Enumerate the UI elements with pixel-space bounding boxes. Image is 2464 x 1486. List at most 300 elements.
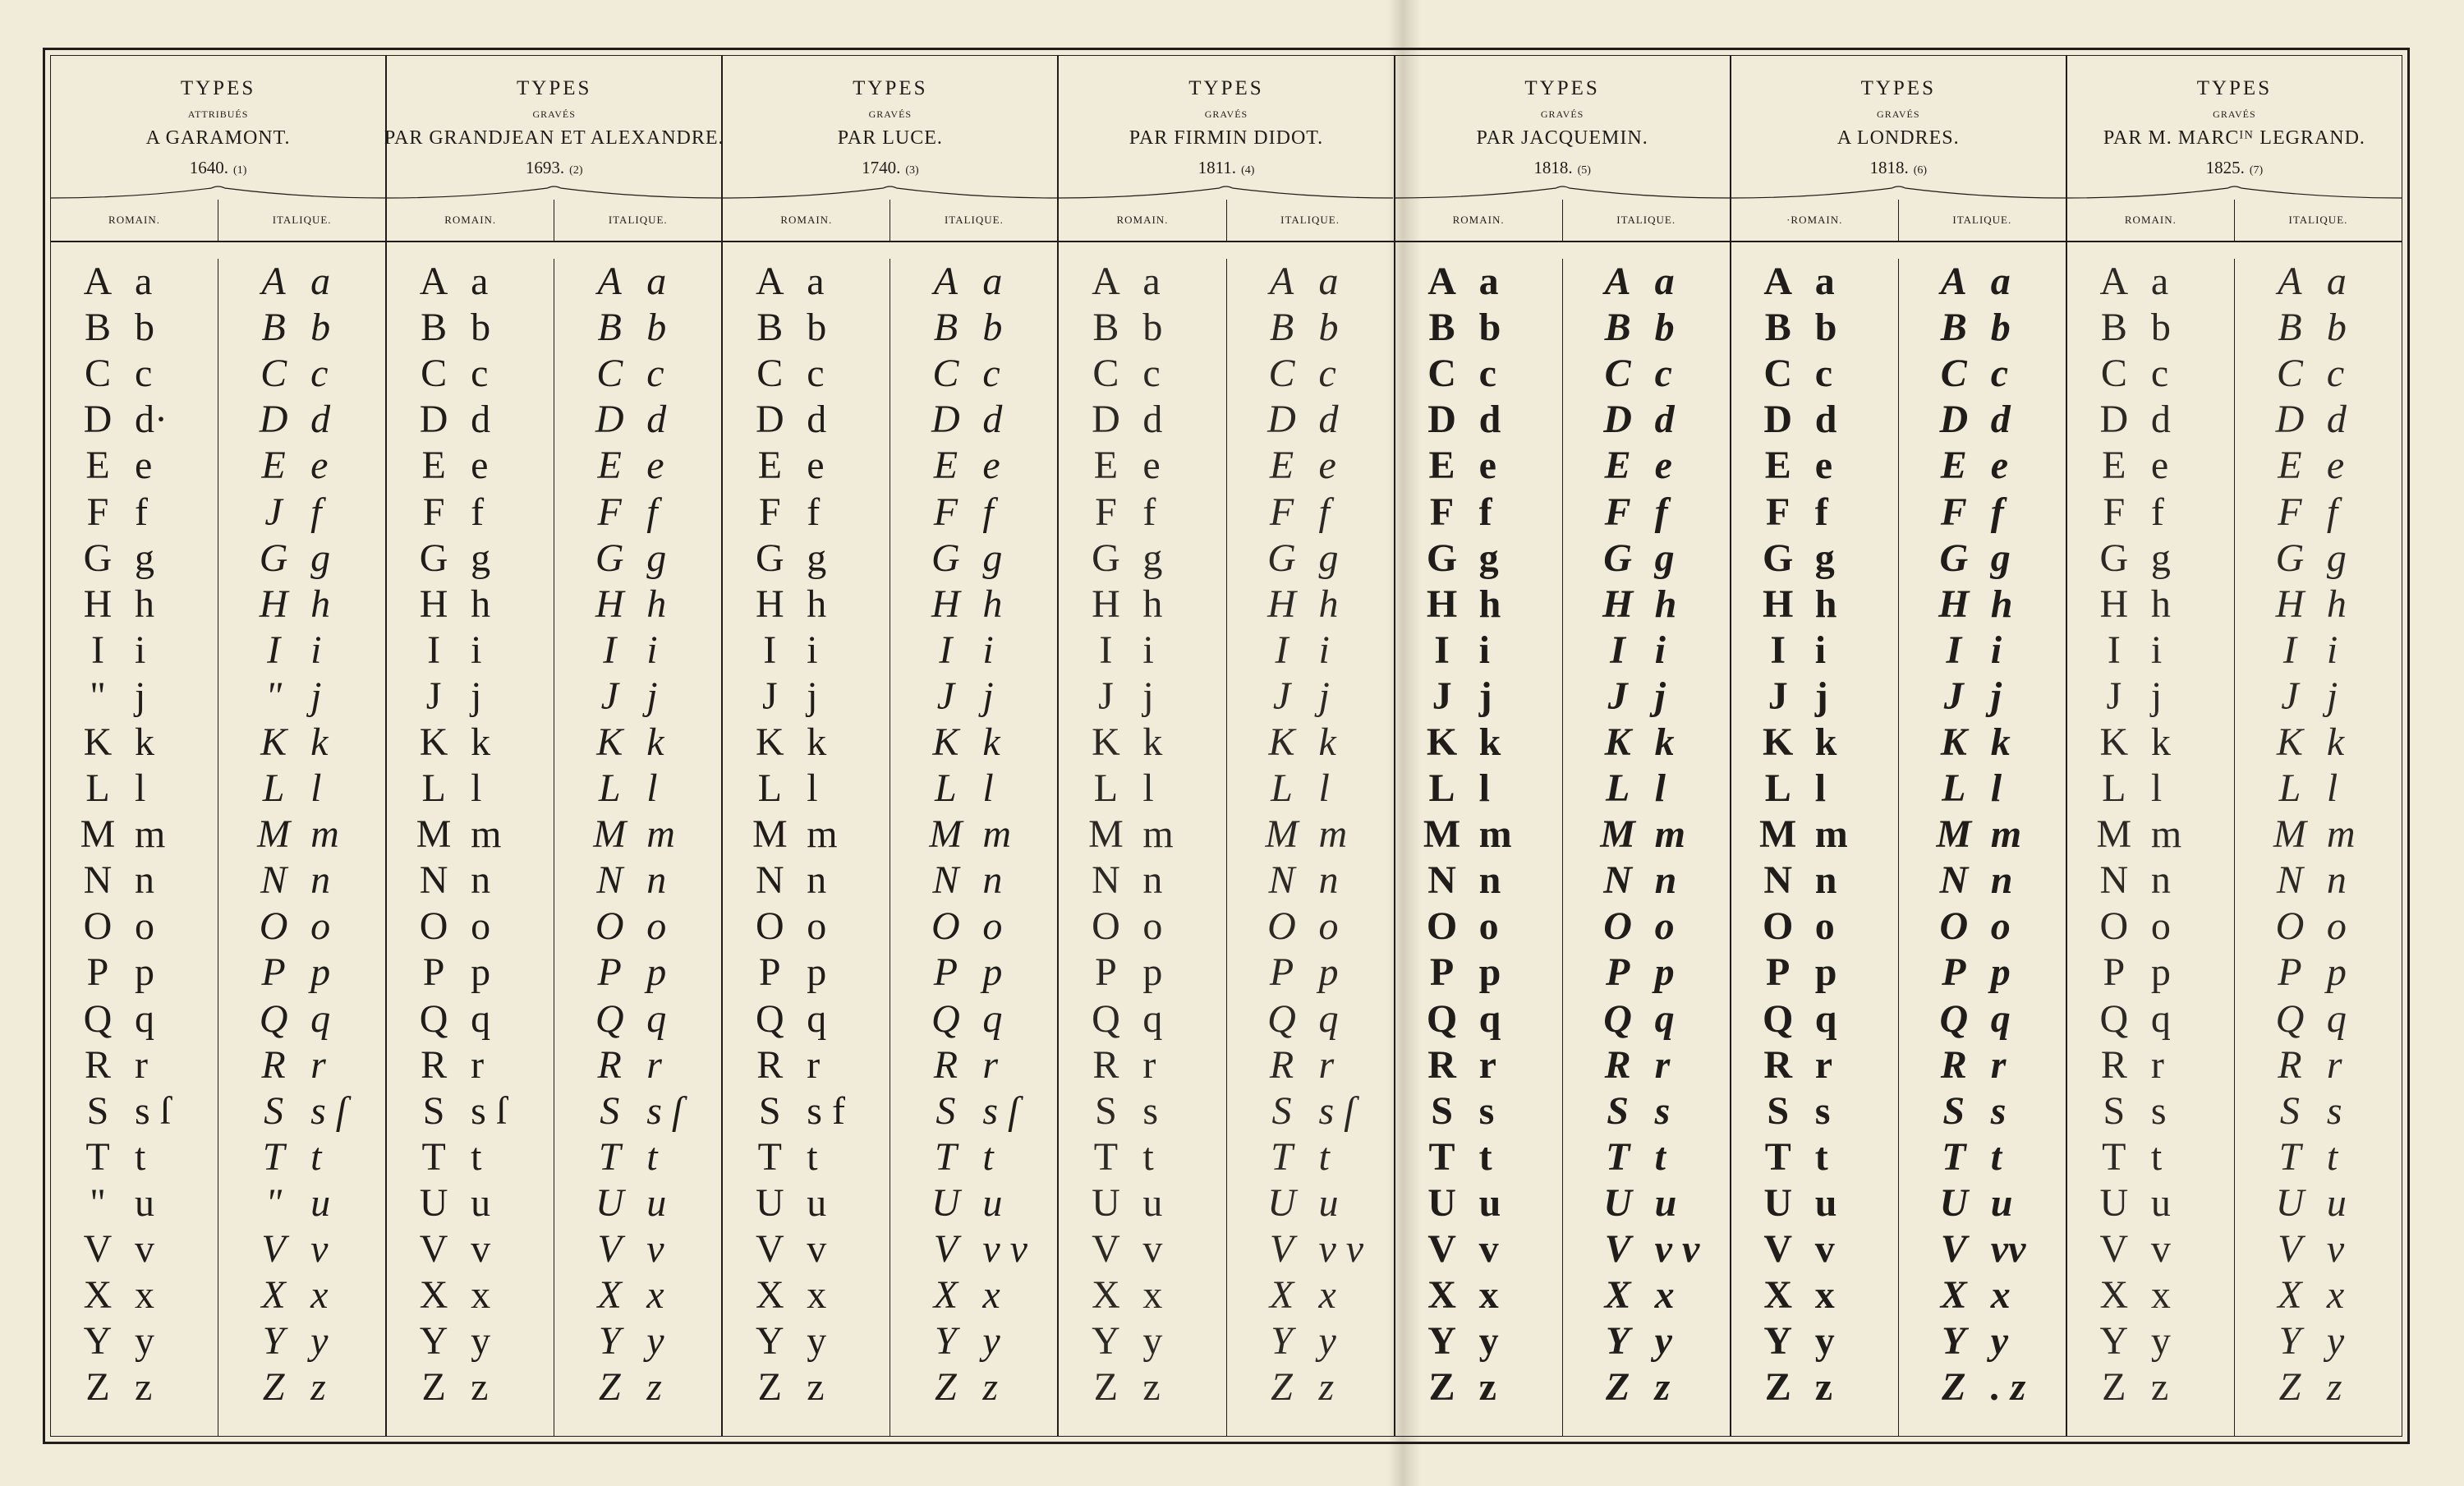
engraver-name: A LONDRES. <box>1837 127 1960 149</box>
capital-letter: Y <box>1763 1319 1793 1364</box>
capital-letter: M <box>1423 812 1461 857</box>
lowercase-letter: u <box>2326 1180 2347 1225</box>
letter-pair <box>387 1134 554 1180</box>
lowercase-letter: s ſ <box>135 1088 172 1133</box>
capital-letter: Q <box>1426 996 1458 1041</box>
capital-letter: I <box>1434 628 1450 672</box>
lowercase-letter: n <box>1990 858 2013 903</box>
capital-letter: N <box>755 858 784 903</box>
attribution-word: GRAVÉS <box>2213 108 2256 120</box>
capital-letter: Q <box>1763 996 1794 1041</box>
capital-letter: F <box>933 490 958 534</box>
letter-pair <box>1059 812 1225 858</box>
style-subheads <box>723 200 1057 242</box>
letter-pair <box>1563 1272 1730 1318</box>
letter-pair <box>218 305 385 351</box>
capital-letter: K <box>1763 720 1794 764</box>
letter-pair <box>51 950 218 996</box>
capital-letter: V <box>1763 1227 1793 1272</box>
letter-pair <box>554 1042 721 1088</box>
lowercase-letter: t <box>2150 1134 2163 1179</box>
lowercase-letter: e <box>1654 444 1672 488</box>
lowercase-letter: y <box>982 1319 1000 1364</box>
capital-letter: Q <box>2099 996 2129 1041</box>
capital-letter: D <box>2275 398 2305 442</box>
letter-pair <box>1227 536 1394 582</box>
lowercase-letter: . z <box>1990 1365 2026 1410</box>
capital-letter: L <box>1428 766 1455 811</box>
letter-pair <box>890 259 1057 305</box>
lowercase-letter: m <box>1654 812 1685 857</box>
lowercase-letter: g <box>1318 536 1339 580</box>
lowercase-letter: o <box>310 904 331 949</box>
letter-pair <box>218 674 385 720</box>
lowercase-letter: e <box>1142 444 1161 488</box>
lowercase-letter: k <box>1318 720 1336 764</box>
capital-letter: K <box>1092 720 1120 764</box>
lowercase-letter: y <box>1142 1319 1163 1364</box>
lowercase-letter: v <box>2150 1227 2171 1272</box>
capital-letter: E <box>1093 444 1119 488</box>
lowercase-letter: y <box>1654 1319 1672 1364</box>
lowercase-letter: m <box>471 812 502 857</box>
letter-pair <box>1731 1042 1898 1088</box>
capital-letter: E <box>597 444 622 488</box>
letter-pair <box>554 996 721 1042</box>
lowercase-letter: a <box>807 260 825 304</box>
letter-pair <box>387 1088 554 1134</box>
lowercase-letter: s f <box>807 1088 845 1133</box>
lowercase-letter: g <box>310 536 331 580</box>
letter-pair <box>1059 1226 1225 1272</box>
letter-pair <box>2235 766 2402 812</box>
capital-letter: C <box>1427 352 1456 396</box>
capital-letter: A <box>83 260 113 304</box>
letter-pair <box>1395 996 1562 1042</box>
lowercase-letter: a <box>982 260 1003 304</box>
letter-pair <box>387 858 554 904</box>
lowercase-letter: f <box>135 490 148 534</box>
capital-letter: K <box>1604 720 1631 764</box>
letter-pair <box>2067 1134 2234 1180</box>
letter-pair <box>1395 259 1562 305</box>
lowercase-letter: o <box>1142 904 1163 949</box>
capital-letter: J <box>2281 674 2299 718</box>
capital-letter: I <box>2107 628 2121 672</box>
lowercase-letter: v <box>471 1227 491 1272</box>
capital-letter: P <box>933 950 958 995</box>
letter-pair <box>218 996 385 1042</box>
capital-letter: F <box>1766 490 1791 534</box>
letter-pair <box>1731 950 1898 996</box>
lowercase-letter: h <box>982 582 1003 626</box>
capital-letter: C <box>84 352 111 396</box>
capital-letter: S <box>1767 1088 1790 1133</box>
letter-pair <box>51 397 218 443</box>
lowercase-letter: r <box>1654 1042 1671 1087</box>
alphabet-area <box>1059 242 1393 1436</box>
capital-letter: Y <box>755 1319 784 1364</box>
letter-pair <box>218 628 385 674</box>
lowercase-letter: z <box>807 1365 825 1410</box>
capital-letter: E <box>85 444 110 488</box>
capital-letter: V <box>261 1227 286 1272</box>
capital-letter: Y <box>2099 1319 2129 1364</box>
capital-letter: I <box>1946 628 1962 672</box>
letter-pair <box>1059 582 1225 628</box>
letter-pair <box>2235 1272 2402 1318</box>
capital-letter: F <box>86 490 109 534</box>
capital-letter: U <box>1267 1180 1296 1225</box>
letter-pair <box>2067 674 2234 720</box>
lowercase-letter: l <box>310 766 322 811</box>
capital-letter: X <box>1269 1273 1294 1318</box>
capital-letter: C <box>596 352 623 396</box>
capital-letter: F <box>597 490 622 534</box>
lowercase-letter: u <box>471 1180 491 1225</box>
italique-subhead: ITALIQUE. <box>2288 214 2348 226</box>
letter-pair <box>890 1088 1057 1134</box>
letter-pair <box>1395 904 1562 950</box>
lowercase-letter: b <box>310 306 331 350</box>
letter-pair <box>1731 1088 1898 1134</box>
capital-letter: Y <box>1092 1319 1120 1364</box>
letter-pair <box>51 1318 218 1364</box>
lowercase-letter: r <box>1990 1042 2007 1087</box>
letter-pair <box>2235 259 2402 305</box>
column-header <box>1395 56 1730 200</box>
lowercase-letter: y <box>1478 1319 1499 1364</box>
letter-pair <box>218 1180 385 1226</box>
letter-pair <box>890 582 1057 628</box>
capital-letter: I <box>1275 628 1289 672</box>
lowercase-letter: u <box>1814 1180 1837 1225</box>
capital-letter: R <box>756 1042 784 1087</box>
lowercase-letter: d <box>982 398 1003 442</box>
lowercase-letter: j <box>1990 674 2002 718</box>
lowercase-letter: y <box>1318 1319 1336 1364</box>
letter-pair <box>1227 996 1394 1042</box>
letter-pair <box>1395 1226 1562 1272</box>
letter-pair <box>1227 305 1394 351</box>
capital-letter: Q <box>259 996 288 1041</box>
lowercase-letter: v <box>1814 1227 1835 1272</box>
lowercase-letter: j <box>1478 674 1492 718</box>
capital-letter: D <box>419 398 448 442</box>
letter-pair <box>1227 1318 1394 1364</box>
year-line <box>1198 158 1255 178</box>
capital-letter: T <box>598 1134 621 1179</box>
letter-pair <box>1731 536 1898 582</box>
lowercase-letter: n <box>2326 858 2347 903</box>
capital-letter: X <box>2099 1273 2129 1318</box>
capital-letter: T <box>2278 1134 2301 1179</box>
italique-subhead: ITALIQUE. <box>1280 214 1340 226</box>
attribution-word: GRAVÉS <box>1877 108 1920 120</box>
capital-letter: N <box>1763 858 1793 903</box>
letter-pair <box>1059 996 1225 1042</box>
lowercase-letter: b <box>646 306 667 350</box>
capital-letter: R <box>933 1042 958 1087</box>
letter-pair <box>2235 628 2402 674</box>
capital-letter: N <box>2099 858 2129 903</box>
italique-subhead: ITALIQUE. <box>608 214 668 226</box>
letter-pair <box>2235 1134 2402 1180</box>
lowercase-letter: x <box>646 1273 664 1318</box>
capital-letter: C <box>1268 352 1295 396</box>
lowercase-letter: l <box>135 766 146 811</box>
capital-letter: T <box>757 1134 782 1179</box>
lowercase-letter: b <box>135 306 154 350</box>
lowercase-letter: g <box>1142 536 1163 580</box>
capital-letter: E <box>757 444 782 488</box>
lowercase-letter: z <box>1318 1365 1335 1410</box>
lowercase-letter: l <box>982 766 994 811</box>
lowercase-letter: d <box>2326 398 2347 442</box>
capital-letter: T <box>1093 1134 1119 1179</box>
letter-pair <box>1059 1318 1225 1364</box>
capital-letter: P <box>1942 950 1966 995</box>
letter-pair <box>890 443 1057 489</box>
lowercase-letter: u <box>1318 1180 1339 1225</box>
letter-pair <box>51 351 218 397</box>
capital-letter: R <box>1604 1042 1631 1087</box>
lowercase-letter: e <box>1318 444 1336 488</box>
letter-pair <box>218 1134 385 1180</box>
lowercase-letter: z <box>471 1365 489 1410</box>
capital-letter: M <box>1265 812 1299 857</box>
engraver-name: PAR LUCE. <box>837 127 943 149</box>
letter-pair <box>1227 674 1394 720</box>
lowercase-letter: b <box>1318 306 1339 350</box>
lowercase-letter: d· <box>135 398 168 442</box>
footnote-marker: (2) <box>569 164 583 177</box>
letter-pair <box>890 1134 1057 1180</box>
capital-letter: P <box>1766 950 1791 995</box>
lowercase-letter: i <box>1142 628 1154 672</box>
capital-letter: D <box>1603 398 1632 442</box>
letter-pair <box>51 1272 218 1318</box>
letter-pair <box>218 950 385 996</box>
lowercase-letter: r <box>471 1042 485 1087</box>
capital-letter: H <box>755 582 784 626</box>
lowercase-letter: j <box>1318 674 1330 718</box>
foundry-column-legrand <box>2067 56 2402 1436</box>
capital-letter: S <box>1942 1088 1965 1133</box>
capital-letter: V <box>1940 1227 1967 1272</box>
capital-letter: R <box>2100 1042 2127 1087</box>
capital-letter: N <box>260 858 287 903</box>
lowercase-letter: s <box>1814 1088 1831 1133</box>
capital-letter: C <box>756 352 784 396</box>
capital-letter: U <box>2099 1180 2129 1225</box>
lowercase-letter: p <box>310 950 331 995</box>
letter-pair <box>1731 1134 1898 1180</box>
attribution-word: GRAVÉS <box>532 108 576 120</box>
capital-letter: X <box>933 1273 958 1318</box>
lowercase-letter: s <box>1654 1088 1671 1133</box>
letter-pair <box>1059 1042 1225 1088</box>
letter-pair <box>2235 489 2402 535</box>
lowercase-letter: c <box>1990 352 2009 396</box>
capital-letter: Y <box>598 1319 621 1364</box>
lowercase-letter: m <box>807 812 838 857</box>
capital-letter: B <box>2278 306 2302 350</box>
capital-letter: H <box>1092 582 1120 626</box>
lowercase-letter: x <box>310 1273 329 1318</box>
lowercase-letter: c <box>646 352 664 396</box>
letter-pair <box>51 858 218 904</box>
capital-letter: D <box>259 398 288 442</box>
letter-pair <box>890 397 1057 443</box>
letter-pair <box>51 1364 218 1410</box>
capital-letter: O <box>755 904 784 949</box>
letter-pair <box>1563 397 1730 443</box>
capital-letter: L <box>2102 766 2126 811</box>
lowercase-letter: c <box>1814 352 1833 396</box>
lowercase-letter: d <box>1318 398 1339 442</box>
letter-pair <box>387 950 554 996</box>
capital-letter: I <box>763 628 777 672</box>
lowercase-letter: d <box>471 398 491 442</box>
lowercase-letter: e <box>1814 444 1833 488</box>
lowercase-letter: t <box>1654 1134 1666 1179</box>
capital-letter: O <box>2099 904 2129 949</box>
letter-pair <box>2067 1364 2234 1410</box>
letter-pair <box>2235 351 2402 397</box>
lowercase-letter: z <box>1814 1365 1833 1410</box>
letter-pair <box>2067 1272 2234 1318</box>
letter-pair <box>554 536 721 582</box>
lowercase-letter: c <box>982 352 1000 396</box>
capital-letter: G <box>419 536 448 580</box>
capital-letter: K <box>1426 720 1458 764</box>
capital-letter: Y <box>83 1319 113 1364</box>
capital-letter: B <box>597 306 622 350</box>
lowercase-letter: m <box>310 812 339 857</box>
lowercase-letter: q <box>1654 996 1675 1041</box>
lowercase-letter: p <box>1478 950 1501 995</box>
lowercase-letter: u <box>2150 1180 2171 1225</box>
letter-pair <box>1731 351 1898 397</box>
letter-pair <box>218 582 385 628</box>
letter-pair <box>51 720 218 766</box>
letter-pair <box>723 305 890 351</box>
capital-letter: S <box>600 1088 620 1133</box>
style-subheads <box>1059 200 1393 242</box>
lowercase-letter: k <box>1142 720 1163 764</box>
capital-letter: D <box>83 398 113 442</box>
letter-pair <box>1563 858 1730 904</box>
capital-letter: M <box>1759 812 1797 857</box>
lowercase-letter: s ſ <box>646 1088 683 1133</box>
capital-letter: P <box>1095 950 1117 995</box>
capital-letter: S <box>2103 1088 2126 1133</box>
letter-pair <box>1731 720 1898 766</box>
letter-pair <box>1395 858 1562 904</box>
capital-letter: P <box>261 950 286 995</box>
lowercase-letter: k <box>1654 720 1675 764</box>
brace-ornament <box>2067 183 2402 200</box>
lowercase-letter: d <box>1654 398 1675 442</box>
capital-letter: Y <box>262 1319 285 1364</box>
lowercase-letter: n <box>1654 858 1677 903</box>
letter-pair <box>1899 812 2066 858</box>
lowercase-letter: f <box>2150 490 2164 534</box>
lowercase-letter: t <box>982 1134 994 1179</box>
letter-pair <box>51 259 218 305</box>
letter-pair <box>387 904 554 950</box>
lowercase-letter: q <box>1142 996 1163 1041</box>
letter-pair <box>2067 628 2234 674</box>
lowercase-letter: z <box>646 1365 662 1410</box>
capital-letter: Z <box>1271 1365 1293 1410</box>
letter-pair <box>1731 443 1898 489</box>
engraver-name: PAR M. MARCᴵᴺ LEGRAND. <box>2103 127 2365 149</box>
capital-letter: F <box>758 490 781 534</box>
romain-alphabet <box>1059 259 1226 1436</box>
lowercase-letter: l <box>2150 766 2163 811</box>
capital-letter: G <box>931 536 960 580</box>
capital-letter: E <box>1940 444 1967 488</box>
letter-pair <box>1899 1042 2066 1088</box>
lowercase-letter: b <box>1654 306 1675 350</box>
letter-pair <box>723 766 890 812</box>
letter-pair <box>1227 397 1394 443</box>
capital-letter: E <box>1428 444 1455 488</box>
capital-letter: H <box>419 582 448 626</box>
letter-pair <box>554 904 721 950</box>
capital-letter: Y <box>1271 1319 1293 1364</box>
lowercase-letter: t <box>1318 1134 1330 1179</box>
letter-pair <box>2067 1042 2234 1088</box>
lowercase-letter: h <box>2150 582 2171 626</box>
capital-letter: F <box>1604 490 1631 534</box>
foundry-column-luce <box>723 56 1059 1436</box>
letter-pair <box>723 904 890 950</box>
lowercase-letter: o <box>1478 904 1499 949</box>
lowercase-letter: j <box>2150 674 2163 718</box>
lowercase-letter: u <box>982 1180 1003 1225</box>
capital-letter: A <box>597 260 622 304</box>
letter-pair <box>2235 1042 2402 1088</box>
capital-letter: O <box>1763 904 1794 949</box>
lowercase-letter: f <box>1814 490 1828 534</box>
capital-letter: E <box>1604 444 1631 488</box>
capital-letter: Z <box>421 1365 446 1410</box>
letter-pair <box>51 766 218 812</box>
lowercase-letter: z <box>982 1365 999 1410</box>
capital-letter: D <box>1092 398 1120 442</box>
capital-letter: Z <box>262 1365 285 1410</box>
lowercase-letter: c <box>1142 352 1161 396</box>
capital-letter: N <box>1092 858 1120 903</box>
letter-pair <box>1899 628 2066 674</box>
letter-pair <box>218 1088 385 1134</box>
capital-letter: V <box>933 1227 958 1272</box>
lowercase-letter: f <box>471 490 485 534</box>
letter-pair <box>1059 858 1225 904</box>
letter-pair <box>218 397 385 443</box>
letter-pair <box>1563 1364 1730 1410</box>
capital-letter: Z <box>1428 1365 1455 1410</box>
brace-ornament <box>1059 183 1393 200</box>
letter-pair <box>1563 443 1730 489</box>
engraver-name: PAR FIRMIN DIDOT. <box>1129 127 1324 149</box>
lowercase-letter: v v <box>1654 1227 1700 1272</box>
capital-letter: D <box>1939 398 1969 442</box>
letter-pair <box>1899 674 2066 720</box>
